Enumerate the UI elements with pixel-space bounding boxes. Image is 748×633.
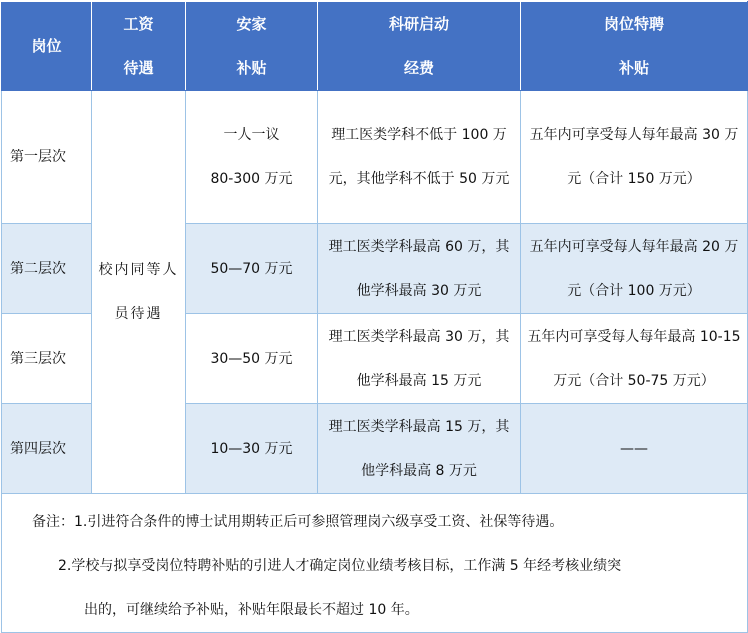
rank-cell: 第一层次 bbox=[2, 91, 92, 224]
table-row bbox=[2, 91, 748, 224]
notes-row bbox=[2, 494, 748, 633]
note-line-1: 备注：1.引进符合条件的博士试用期转正后可参照管理岗六级享受工资、社保等待遇。 bbox=[32, 514, 564, 530]
notes-cell bbox=[2, 494, 748, 633]
housing-cell: 30—50 万元 bbox=[186, 314, 318, 404]
header-research-startup-fund: 科研启动 经费 bbox=[318, 2, 521, 91]
salary-cell: 校内同等人员待遇 bbox=[92, 91, 186, 494]
table-header-row bbox=[2, 2, 748, 91]
rank-cell: 第三层次 bbox=[2, 314, 92, 404]
special-subsidy-cell: —— bbox=[521, 404, 748, 494]
housing-cell: 50—70 万元 bbox=[186, 224, 318, 314]
startup-fund-cell: 理工医类学科最高 15 万，其他学科最高 8 万元 bbox=[318, 404, 521, 494]
special-subsidy-cell: 五年内可享受每人每年最高 30 万元（合计 150 万元） bbox=[521, 91, 748, 224]
housing-cell: 10—30 万元 bbox=[186, 404, 318, 494]
startup-fund-cell: 理工医类学科最高 60 万，其他学科最高 30 万元 bbox=[318, 224, 521, 314]
special-subsidy-cell: 五年内可享受每人每年最高 10-15 万元（合计 50-75 万元） bbox=[521, 314, 748, 404]
header-housing-subsidy: 安家 补贴 bbox=[186, 2, 318, 91]
special-subsidy-cell: 五年内可享受每人每年最高 20 万元（合计 100 万元） bbox=[521, 224, 748, 314]
rank-cell: 第四层次 bbox=[2, 404, 92, 494]
header-special-post-subsidy: 岗位特聘 补贴 bbox=[521, 2, 748, 91]
startup-fund-cell: 理工医类学科不低于 100 万元，其他学科不低于 50 万元 bbox=[318, 91, 521, 224]
note-line-3: 出的，可继续给予补贴，补贴年限最长不超过 10 年。 bbox=[84, 602, 419, 618]
housing-cell: 一人一议 80-300 万元 bbox=[186, 91, 318, 224]
startup-fund-cell: 理工医类学科最高 30 万，其他学科最高 15 万元 bbox=[318, 314, 521, 404]
talent-policy-table bbox=[1, 1, 748, 633]
header-salary: 工资 待遇 bbox=[92, 2, 186, 91]
header-position: 岗位 bbox=[2, 2, 92, 91]
rank-cell: 第二层次 bbox=[2, 224, 92, 314]
note-line-2: 2.学校与拟享受岗位特聘补贴的引进人才确定岗位业绩考核目标，工作满 5 年经考核业绩突 bbox=[58, 558, 622, 574]
